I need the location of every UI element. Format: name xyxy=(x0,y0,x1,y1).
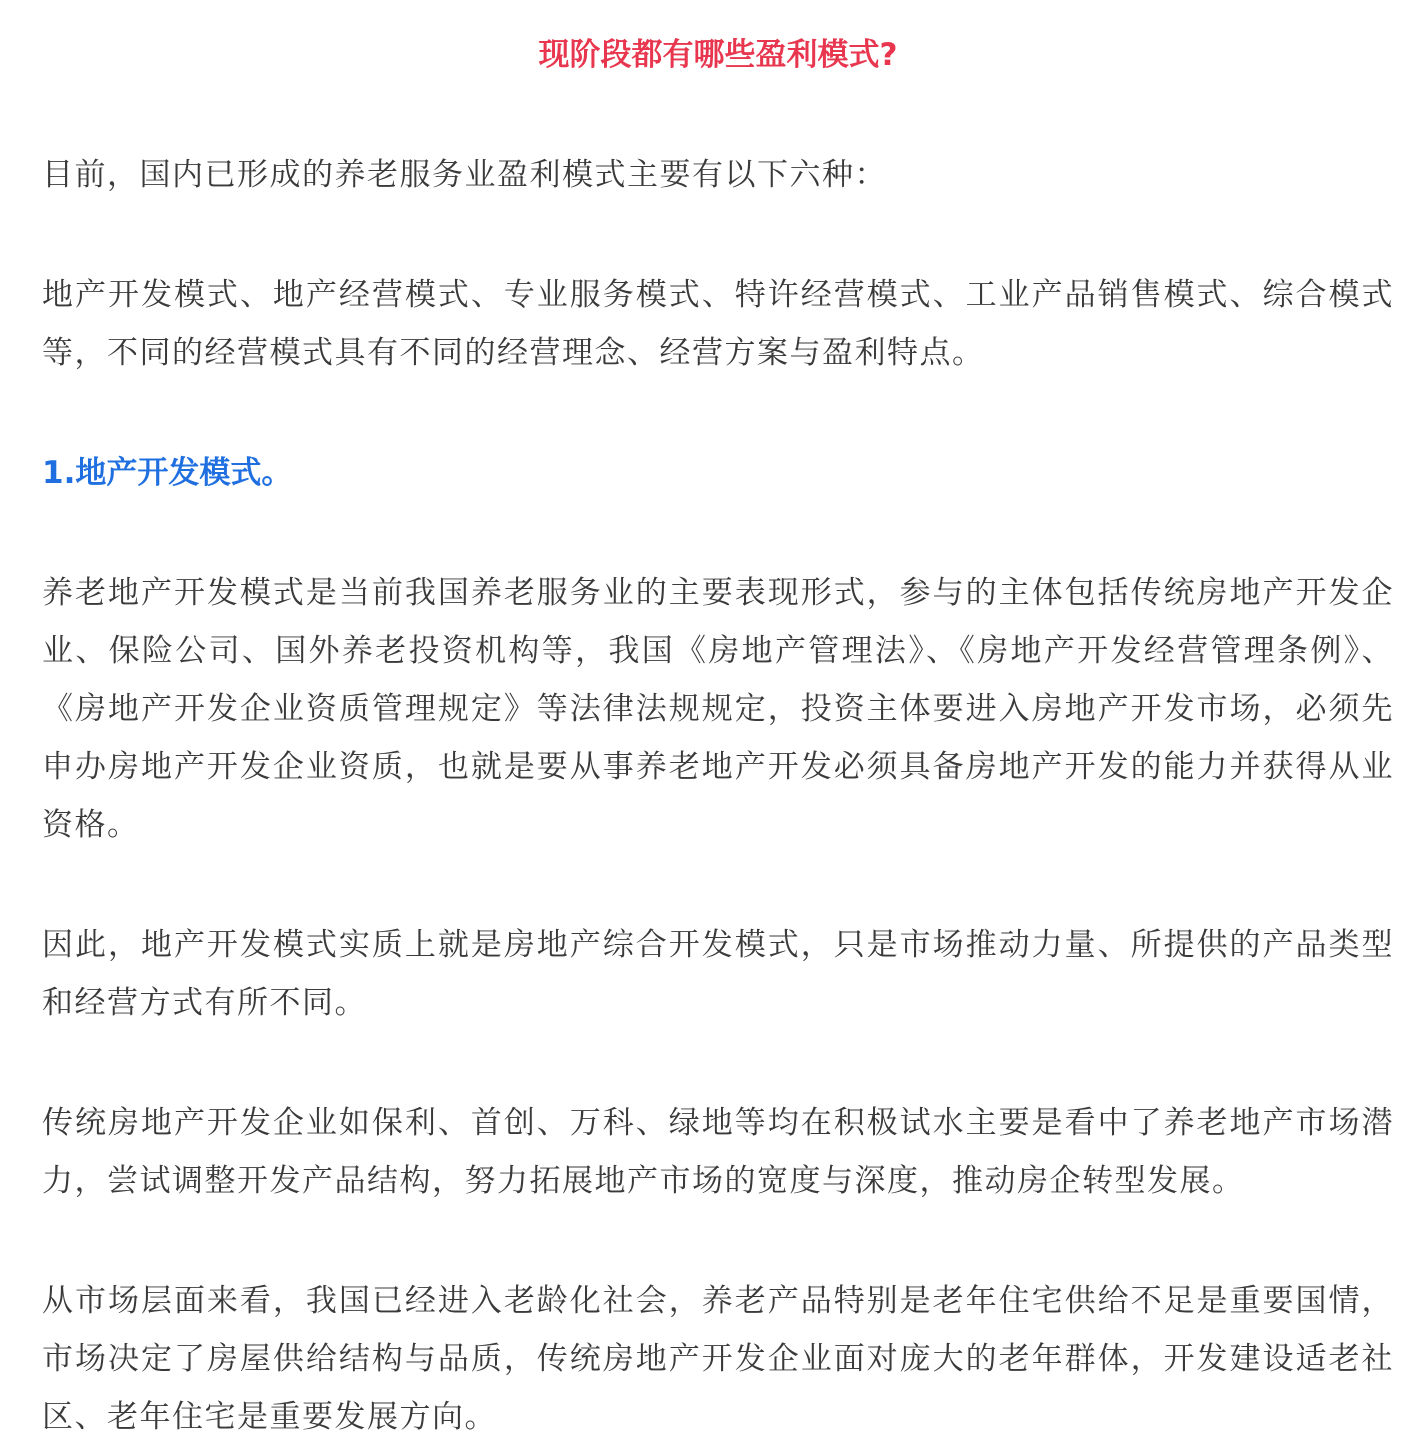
modes-overview-paragraph: 地产开发模式、地产经营模式、专业服务模式、特许经营模式、工业产品销售模式、综合模式等，不同的经营模式具有不同的经营理念、经营方案与盈利特点。 xyxy=(42,277,1394,371)
paragraph-market-perspective: 从市场层面来看，我国已经进入老龄化社会，养老产品特别是老年住宅供给不足是重要国情，市场决定了房屋供给结构与品质，传统房地产开发企业面对庞大的老年群体，开发建设适老社区、老年住宅是重要发展方向。 xyxy=(42,1283,1394,1435)
intro-paragraph: 目前，国内已形成的养老服务业盈利模式主要有以下六种： xyxy=(42,157,887,193)
paragraph-traditional-developers: 传统房地产开发企业如保利、首创、万科、绿地等均在积极试水主要是看中了养老地产市场潜力，尝试调整开发产品结构，努力拓展地产市场的宽度与深度，推动房企转型发展。 xyxy=(42,1105,1394,1199)
article-title: 现阶段都有哪些盈利模式? xyxy=(538,37,898,73)
paragraph-land-development-essence: 因此，地产开发模式实质上就是房地产综合开发模式，只是市场推动力量、所提供的产品类型和经营方式有所不同。 xyxy=(42,927,1394,1021)
paragraph-land-development-definition: 养老地产开发模式是当前我国养老服务业的主要表现形式，参与的主体包括传统房地产开发企业、保险公司、国外养老投资机构等，我国《房地产管理法》、《房地产开发经营管理条例》、《房地产开发企业资质管理规定》等法律法规规定，投资主体要进入房地产开发市场，必须先申办房地产开发企业资质，也就是要从事养老地产开发必须具备房地产开发的能力并获得从业资格。 xyxy=(42,575,1394,843)
section-heading-land-development: 1.地产开发模式。 xyxy=(42,455,293,491)
